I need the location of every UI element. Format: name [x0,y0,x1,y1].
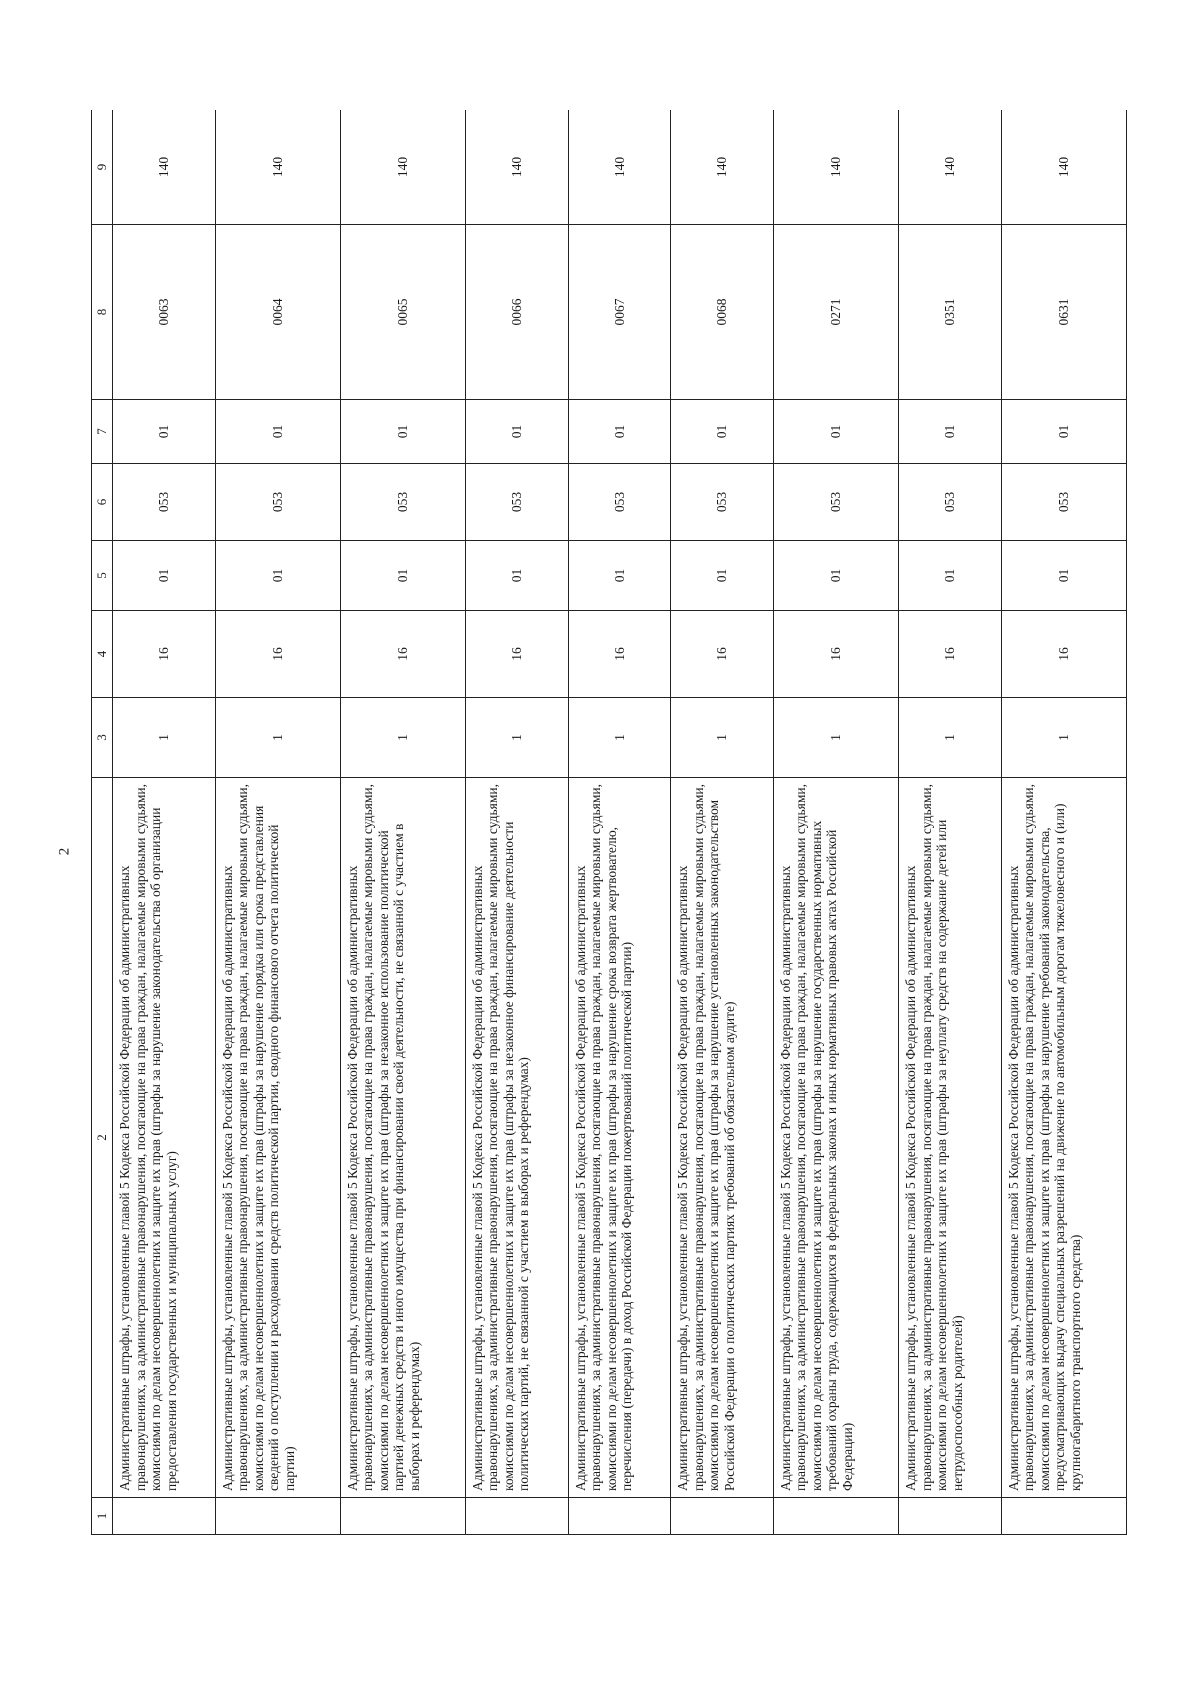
table-row [215,110,340,1535]
column-header-6: 6 [92,464,113,541]
table-row [671,110,774,1535]
cell-col3: 1 [340,698,465,778]
cell-col4: 16 [773,611,898,698]
table-row [1001,110,1126,1535]
cell-col5: 01 [215,541,340,611]
cell-col6: 053 [465,464,568,541]
cell-col6: 053 [215,464,340,541]
cell-description: Административные штрафы, установленные главой 5 Кодекса Российской Федерации об административных правонарушениях, за административные правонарушения, посягающие на права граждан, налагаемые мировыми судьями, комиссиями по делам несовершеннолетних и защите их прав (штрафы за нарушение государственных нормативных требований охраны труда, содержащихся в федеральных законах и иных нормативных правовых актах Российской Федерации) [773,778,898,1498]
cell-col8: 0066 [465,225,568,400]
cell-col7: 01 [773,400,898,464]
table-header-row [92,110,113,1535]
cell-col4: 16 [465,611,568,698]
cell-col5: 01 [568,541,671,611]
cell-col4: 16 [113,611,216,698]
cell-col5: 01 [899,541,1002,611]
budget-classification-table [91,110,1127,1535]
cell-col1 [899,1498,1002,1535]
cell-col1 [215,1498,340,1535]
column-header-9: 9 [92,110,113,225]
cell-col8: 0064 [215,225,340,400]
cell-col9: 140 [215,110,340,225]
cell-col1 [671,1498,774,1535]
cell-col9: 140 [899,110,1002,225]
cell-col3: 1 [568,698,671,778]
cell-col9: 140 [1001,110,1126,225]
cell-col7: 01 [671,400,774,464]
cell-description: Административные штрафы, установленные главой 5 Кодекса Российской Федерации об административных правонарушениях, за административные правонарушения, посягающие на права граждан, налагаемые мировыми судьями, комиссиями по делам несовершеннолетних и защите их прав (штрафы за нарушение срока возврата жертвователю, перечисления (передачи) в доход Российской Федерации пожертвований политической партии) [568,778,671,1498]
cell-col7: 01 [1001,400,1126,464]
cell-col7: 01 [113,400,216,464]
cell-description: Административные штрафы, установленные главой 5 Кодекса Российской Федерации об административных правонарушениях, за административные правонарушения, посягающие на права граждан, налагаемые мировыми судьями, комиссиями по делам несовершеннолетних и защите их прав (штрафы за незаконное использование политической партией денежных средств и иного имущества при финансировании своей деятельности, не связанной с участием в выборах и референдумах) [340,778,465,1498]
column-header-1: 1 [92,1498,113,1535]
cell-col8: 0631 [1001,225,1126,400]
table-row [773,110,898,1535]
cell-col6: 053 [899,464,1002,541]
cell-description: Административные штрафы, установленные главой 5 Кодекса Российской Федерации об административных правонарушениях, за административные правонарушения, посягающие на права граждан, налагаемые мировыми судьями, комиссиями по делам несовершеннолетних и защите их прав (штрафы за нарушение законодательства об организации предоставления государственных и муниципальных услуг) [113,778,216,1498]
cell-col1 [568,1498,671,1535]
cell-description: Административные штрафы, установленные главой 5 Кодекса Российской Федерации об административных правонарушениях, за административные правонарушения, посягающие на права граждан, налагаемые мировыми судьями, комиссиями по делам несовершеннолетних и защите их прав (штрафы за неуплату средств на содержание детей или нетрудоспособных родителей) [899,778,1002,1498]
cell-col3: 1 [215,698,340,778]
cell-col3: 1 [113,698,216,778]
cell-col5: 01 [1001,541,1126,611]
cell-col3: 1 [773,698,898,778]
cell-col8: 0068 [671,225,774,400]
cell-col4: 16 [568,611,671,698]
cell-col8: 0065 [340,225,465,400]
cell-col3: 1 [1001,698,1126,778]
cell-col4: 16 [340,611,465,698]
cell-col7: 01 [568,400,671,464]
column-header-4: 4 [92,611,113,698]
cell-col6: 053 [671,464,774,541]
cell-col7: 01 [899,400,1002,464]
table-row [113,110,216,1535]
cell-col7: 01 [465,400,568,464]
column-header-2: 2 [92,778,113,1498]
cell-col5: 01 [465,541,568,611]
column-header-5: 5 [92,541,113,611]
cell-col4: 16 [215,611,340,698]
cell-col7: 01 [340,400,465,464]
cell-col5: 01 [340,541,465,611]
cell-col8: 0271 [773,225,898,400]
cell-description: Административные штрафы, установленные главой 5 Кодекса Российской Федерации об административных правонарушениях, за административные правонарушения, посягающие на права граждан, налагаемые мировыми судьями, комиссиями по делам несовершеннолетних и защите их прав (штрафы за нарушение установленных законодательством Российской Федерации о политических партиях требований об обязательном аудите) [671,778,774,1498]
rotated-table-container [91,110,1127,1535]
cell-col6: 053 [113,464,216,541]
cell-col9: 140 [773,110,898,225]
cell-col9: 140 [568,110,671,225]
cell-description: Административные штрафы, установленные главой 5 Кодекса Российской Федерации об административных правонарушениях, за административные правонарушения, посягающие на права граждан, налагаемые мировыми судьями, комиссиями по делам несовершеннолетних и защите их прав (штрафы за нарушение порядка или срока представления сведений о поступлении и расходовании средств политической партии, сводного финансового отчета политической партии) [215,778,340,1498]
table-row [465,110,568,1535]
cell-col9: 140 [113,110,216,225]
cell-col5: 01 [113,541,216,611]
cell-col8: 0351 [899,225,1002,400]
table-row [340,110,465,1535]
cell-col4: 16 [671,611,774,698]
cell-col7: 01 [215,400,340,464]
cell-col5: 01 [671,541,774,611]
cell-col5: 01 [773,541,898,611]
cell-col6: 053 [568,464,671,541]
cell-col1 [113,1498,216,1535]
cell-col1 [1001,1498,1126,1535]
cell-col6: 053 [1001,464,1126,541]
column-header-7: 7 [92,400,113,464]
table-row [899,110,1002,1535]
column-header-3: 3 [92,698,113,778]
cell-col4: 16 [899,611,1002,698]
cell-col1 [340,1498,465,1535]
cell-col8: 0067 [568,225,671,400]
cell-col1 [773,1498,898,1535]
cell-col8: 0063 [113,225,216,400]
column-header-8: 8 [92,225,113,400]
cell-col6: 053 [773,464,898,541]
cell-col4: 16 [1001,611,1126,698]
page-number: 2 [56,847,73,856]
cell-col9: 140 [671,110,774,225]
cell-col3: 1 [671,698,774,778]
cell-col3: 1 [465,698,568,778]
cell-col9: 140 [465,110,568,225]
cell-col1 [465,1498,568,1535]
rotated-table-frame [91,110,1127,1535]
table-row [568,110,671,1535]
cell-description: Административные штрафы, установленные главой 5 Кодекса Российской Федерации об административных правонарушениях, за административные правонарушения, посягающие на права граждан, налагаемые мировыми судьями, комиссиями по делам несовершеннолетних и защите их прав (штрафы за нарушение требований законодательства, предусматривающих выдачу специальных разрешений на движение по автомобильным дорогам тяжеловесного и (или) крупногабаритного транспортного средства) [1001,778,1126,1498]
cell-col3: 1 [899,698,1002,778]
cell-col9: 140 [340,110,465,225]
cell-col6: 053 [340,464,465,541]
cell-description: Административные штрафы, установленные главой 5 Кодекса Российской Федерации об административных правонарушениях, за административные правонарушения, посягающие на права граждан, налагаемые мировыми судьями, комиссиями по делам несовершеннолетних и защите их прав (штрафы за незаконное финансирование деятельности политических партий, не связанной с участием в выборах и референдумах) [465,778,568,1498]
